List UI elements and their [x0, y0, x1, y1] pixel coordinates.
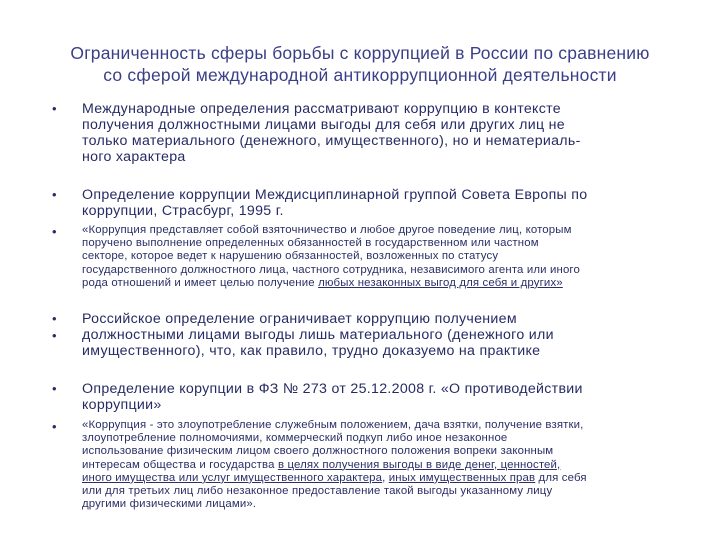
text-line: секторе, которое ведет к нарушению обязанностей, возложенных по статусу [82, 250, 499, 263]
text-line: злоупотребление полномочиями, коммерческий подкуп либо иное незаконное [82, 432, 508, 445]
text-line [82, 459, 694, 472]
text-line: только материального (денежного, имущественного), но и нематериаль- [82, 133, 581, 149]
underlined-text: иных имущественных прав [388, 471, 536, 484]
text-line: «Коррупция представляет собой взяточничество и любое другое поведение лиц, которым [82, 224, 572, 236]
bullet-icon: • [52, 224, 57, 239]
text-line: должностными лицами выгоды лишь материального (денежного или [82, 327, 554, 343]
text-line: «Коррупция - это злоупотребление служебным положением, дача взятки, получение взятки, [82, 419, 584, 431]
text-line: Российское определение ограничивает коррупцию получением [82, 311, 517, 327]
text-line: получения должностными лицами выгоды для себя или других лиц не [82, 117, 565, 133]
text-line: Определение корупции в ФЗ № 273 от 25.12.2008 г. «О противодействии [82, 381, 583, 397]
text-line: Международные определения рассматривают коррупцию в контексте [82, 101, 561, 117]
title-line-1: Ограниченность сферы борьбы с коррупцией в России по сравнению [70, 43, 650, 63]
item-text [82, 101, 694, 165]
title-line-2: со сферой международной антикоррупционной деятельности [103, 65, 617, 85]
text-segment: интересам общества и государства [82, 458, 278, 471]
text-line: ного характера [82, 149, 186, 165]
text-line: другими физическими лицами». [82, 498, 257, 511]
text-line: поручено выполнение определенных обязанностей в государственном или частном [82, 237, 539, 250]
item-text [82, 311, 694, 359]
bullet-icon: • [52, 101, 57, 116]
slide-title [20, 42, 700, 86]
underlined-text: любых незаконных выгод для себя и других» [318, 276, 563, 289]
text-line: государственного должностного лица, частного сотрудника, независимого агента или иного [82, 263, 580, 276]
text-line [82, 277, 694, 290]
text-line: имущественного), что, как правило, трудно доказуемо на практике [82, 343, 541, 359]
text-line: использование физическим лицом своего должностного положения вопреки законным [82, 445, 554, 458]
text-line: или для третьих лиц либо незаконное предоставление такой выгоды указанному лицу [82, 485, 553, 498]
item-text [82, 187, 694, 219]
item-text [82, 224, 694, 290]
bullet-icon: • [52, 311, 57, 326]
bullet-icon: • [52, 419, 57, 434]
item-text [82, 419, 694, 511]
text-line [82, 472, 694, 485]
item-text [82, 381, 694, 413]
text-segment: для себя [535, 471, 587, 484]
underlined-text: в целях получения выгоды в виде денег, ценностей, [277, 458, 561, 471]
underlined-text: иного имущества или услуг имущественного характера [82, 471, 383, 484]
text-segment: рода отношений и имеет целью получение [82, 276, 319, 289]
text-segment: , [382, 471, 389, 484]
bullet-icon: • [52, 187, 57, 202]
bullet-icon: • [52, 328, 57, 343]
text-line: Определение коррупции Междисциплинарной группой Совета Европы по [82, 187, 588, 203]
bullet-icon: • [52, 381, 57, 396]
text-line: коррупции, Страсбург, 1995 г. [82, 203, 284, 219]
text-line: коррупции» [82, 397, 162, 413]
